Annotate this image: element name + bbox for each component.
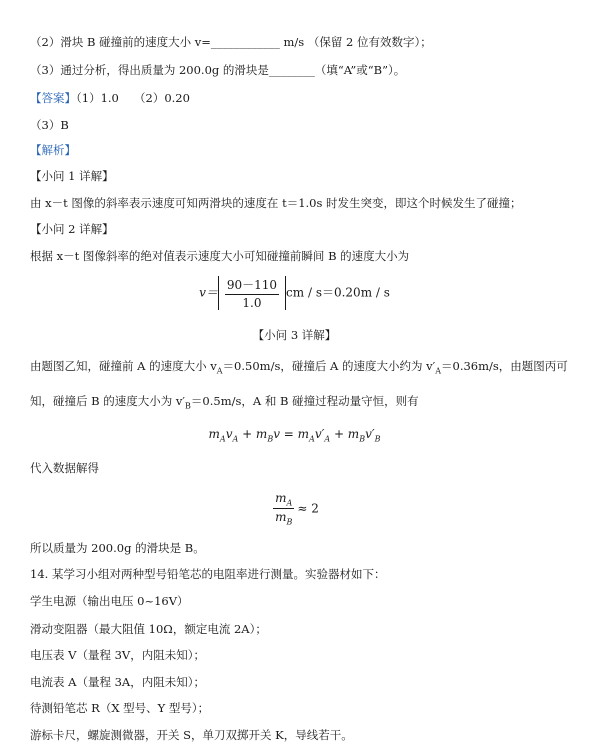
answer-line bbox=[30, 90, 190, 106]
equipment-item: 滑动变阻器（最大阻值 10Ω，额定电流 2A）； bbox=[30, 622, 267, 636]
question-14-intro: 14. 某学习小组对两种型号铅笔芯的电阻率进行测量。实验器材如下： bbox=[30, 567, 386, 581]
sub3-title: 【小问 3 详解】 bbox=[252, 328, 337, 342]
eq2-text: $m_Av_A + m_Bv = m_Av'_A + m_Bv'_B$ bbox=[208, 427, 381, 444]
sub2-title: 【小问 2 详解】 bbox=[30, 222, 114, 236]
eq1-abs bbox=[218, 276, 286, 310]
substitution-text: 代入数据解得 bbox=[30, 461, 99, 475]
equipment-item: 电压表 V（量程 3V，内阻未知）； bbox=[30, 648, 205, 662]
analysis-tag: 【解析】 bbox=[30, 143, 76, 157]
answer-3: （3）B bbox=[30, 118, 69, 132]
eq1-numerator: 90－110 bbox=[225, 276, 279, 295]
equipment-item: 待测铅笔芯 R（X 型号、Y 型号）； bbox=[30, 701, 210, 715]
eq3-numerator: $m_A$ bbox=[275, 491, 293, 508]
equipment-item: 电流表 A（量程 3A，内阻未知）； bbox=[30, 675, 205, 689]
eq1-lhs: v＝ bbox=[199, 285, 218, 300]
question-3-line: （3）通过分析，得出质量为 200.0g 的滑块是________（填“A”或“B”）。 bbox=[30, 63, 406, 77]
conclusion: 所以质量为 200.0g 的滑块是 B。 bbox=[30, 541, 205, 555]
equation-mass-ratio bbox=[0, 491, 589, 527]
sub3-text-line2: 知，碰撞后 B 的速度大小为 $v'_B=0.5m/s$，A 和 B 碰撞过程动量守恒，则有 bbox=[30, 394, 419, 411]
equipment-item: 学生电源（输出电压 0~16V） bbox=[30, 594, 189, 608]
eq3-denominator: $m_B$ bbox=[275, 510, 293, 527]
sub3-text-line1: 由题图乙知，碰撞前 A 的速度大小 $v_A=0.50m/s$，碰撞后 A 的速度大小约为 $v'_A=0.36m/s$，由题图丙可 bbox=[30, 359, 568, 376]
eq3-rhs: ≈ 2 bbox=[297, 501, 319, 516]
equation-velocity bbox=[0, 276, 589, 310]
equipment-item: 游标卡尺，螺旋测微器，开关 S，单刀双掷开关 K，导线若干。 bbox=[30, 728, 353, 742]
eq3-fraction bbox=[273, 491, 294, 527]
eq1-rhs: cm / s＝0.20m / s bbox=[286, 285, 390, 300]
sub1-title: 【小问 1 详解】 bbox=[30, 169, 114, 183]
eq1-fraction bbox=[225, 276, 279, 310]
eq1-denominator: 1.0 bbox=[242, 296, 262, 310]
sub1-text: 由 x－t 图像的斜率表示速度可知两滑块的速度在 t＝1.0s 时发生突变，即这个时候发生了碰撞； bbox=[30, 196, 522, 210]
answer-text: （1）1.0 （2）0.20 bbox=[76, 91, 190, 105]
sub2-text: 根据 x－t 图像斜率的绝对值表示速度大小可知碰撞前瞬间 B 的速度大小为 bbox=[30, 249, 410, 263]
answer-tag: 【答案】 bbox=[30, 91, 76, 105]
equation-momentum bbox=[0, 427, 589, 443]
question-2-line: （2）滑块 B 碰撞前的速度大小 v=____________ m/s （保留 2 位有效数字）； bbox=[30, 35, 432, 49]
